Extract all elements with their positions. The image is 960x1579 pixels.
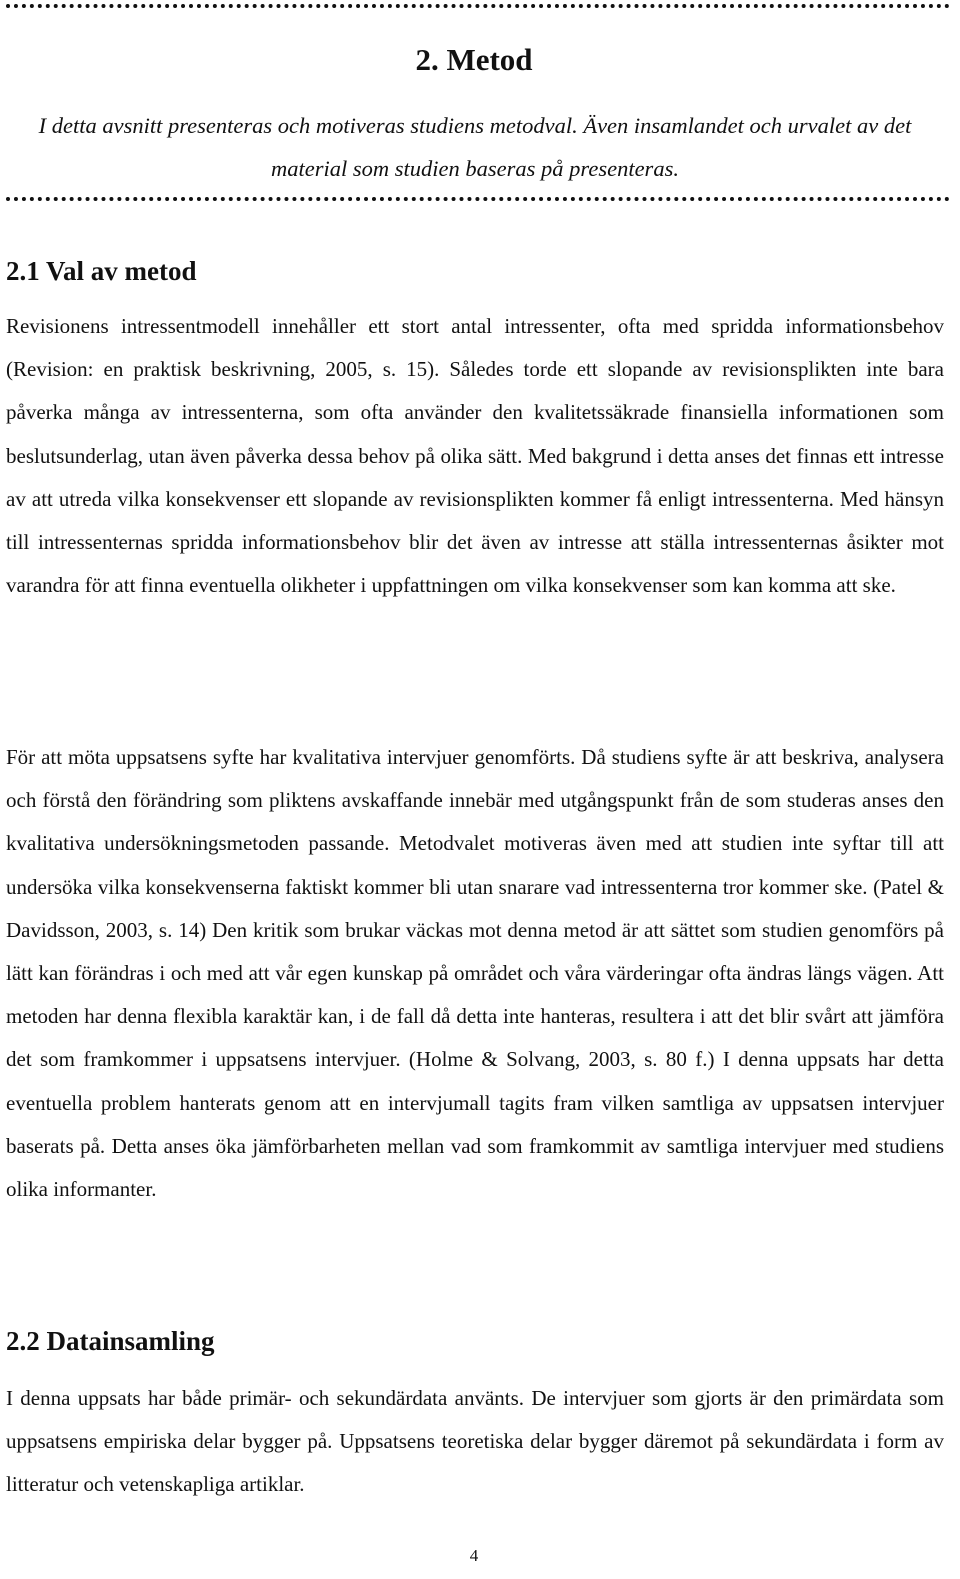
section-heading-val-av-metod: 2.1 Val av metod <box>6 256 197 286</box>
top-dotted-divider <box>6 4 950 8</box>
paragraph-datainsamling: I denna uppsats har både primär- och sekundärdata använts. De intervjuer som gjorts är den primärdata som uppsatsens empiriska delar bygger på. Uppsatsens teoretiska delar bygger däremot på sekundärdata i form av litteratur och vetenskapliga artiklar. <box>6 1386 944 1497</box>
paragraph-val-av-metod-1: Revisionens intressentmodell innehåller ett stort antal intressenter, ofta med spridda informationsbehov (Revision: en praktisk beskrivning, 2005, s. 15). Således torde ett slopande av revisionsplikten inte bara påverka många av intressenterna, som ofta använder den kvalitetssäkrade finansiella informationen som beslutsunderlag, utan även påverka dessa behov på olika sätt. Med bakgrund i detta anses det finnas ett intresse av att utreda vilka konsekvenser ett slopande av revisionsplikten kommer få enligt intressenterna. Med hänsyn till intressenternas spridda informationsbehov blir det även av intresse att ställa intressenternas åsikter mot varandra för att finna eventuella olikheter i uppfattningen om vilka konsekvenser som kan komma att ske. <box>6 314 944 598</box>
paragraph-val-av-metod-2: För att möta uppsatsens syfte har kvalitativa intervjuer genomförts. Då studiens syfte är att beskriva, analysera och förstå den förändring som pliktens avskaffande innebär med utgångspunkt från de som studeras anses den kvalitativa undersökningsmetoden passande. Metodvalet motiveras även med att studien inte syftar till att undersöka vilka konsekvenserna faktiskt kommer bli utan snarare vad intressenterna tror kommer ske. (Patel & Davidsson, 2003, s. 14) Den kritik som brukar väckas mot denna metod är att sättet som studien genomförs på lätt kan förändras i och med att vår egen kunskap på området och våra värderingar ofta ändras längs vägen. Att metoden har denna flexibla karaktär kan, i de fall då detta inte hanteras, resultera i att det blir svårt att jämföra det som framkommer i uppsatsens intervjuer. (Holme & Solvang, 2003, s. 80 f.) I denna uppsats har detta eventuella problem hanterats genom att en intervjumall tagits fram vilken samtliga av uppsatsen intervjuer baserats på. Detta anses öka jämförbarheten mellan vad som framkommit av samtliga intervjuer med studiens olika informanter. <box>6 745 944 1202</box>
page-number: 4 <box>469 1546 479 1565</box>
chapter-intro: I detta avsnitt presenteras och motiveras studiens metodval. Även insamlandet och urvalet av det material som studien baseras på presenteras. <box>38 113 912 181</box>
chapter-title: 2. Metod <box>415 42 533 77</box>
intro-dotted-divider <box>6 197 950 201</box>
section-heading-datainsamling: 2.2 Datainsamling <box>6 1326 215 1356</box>
